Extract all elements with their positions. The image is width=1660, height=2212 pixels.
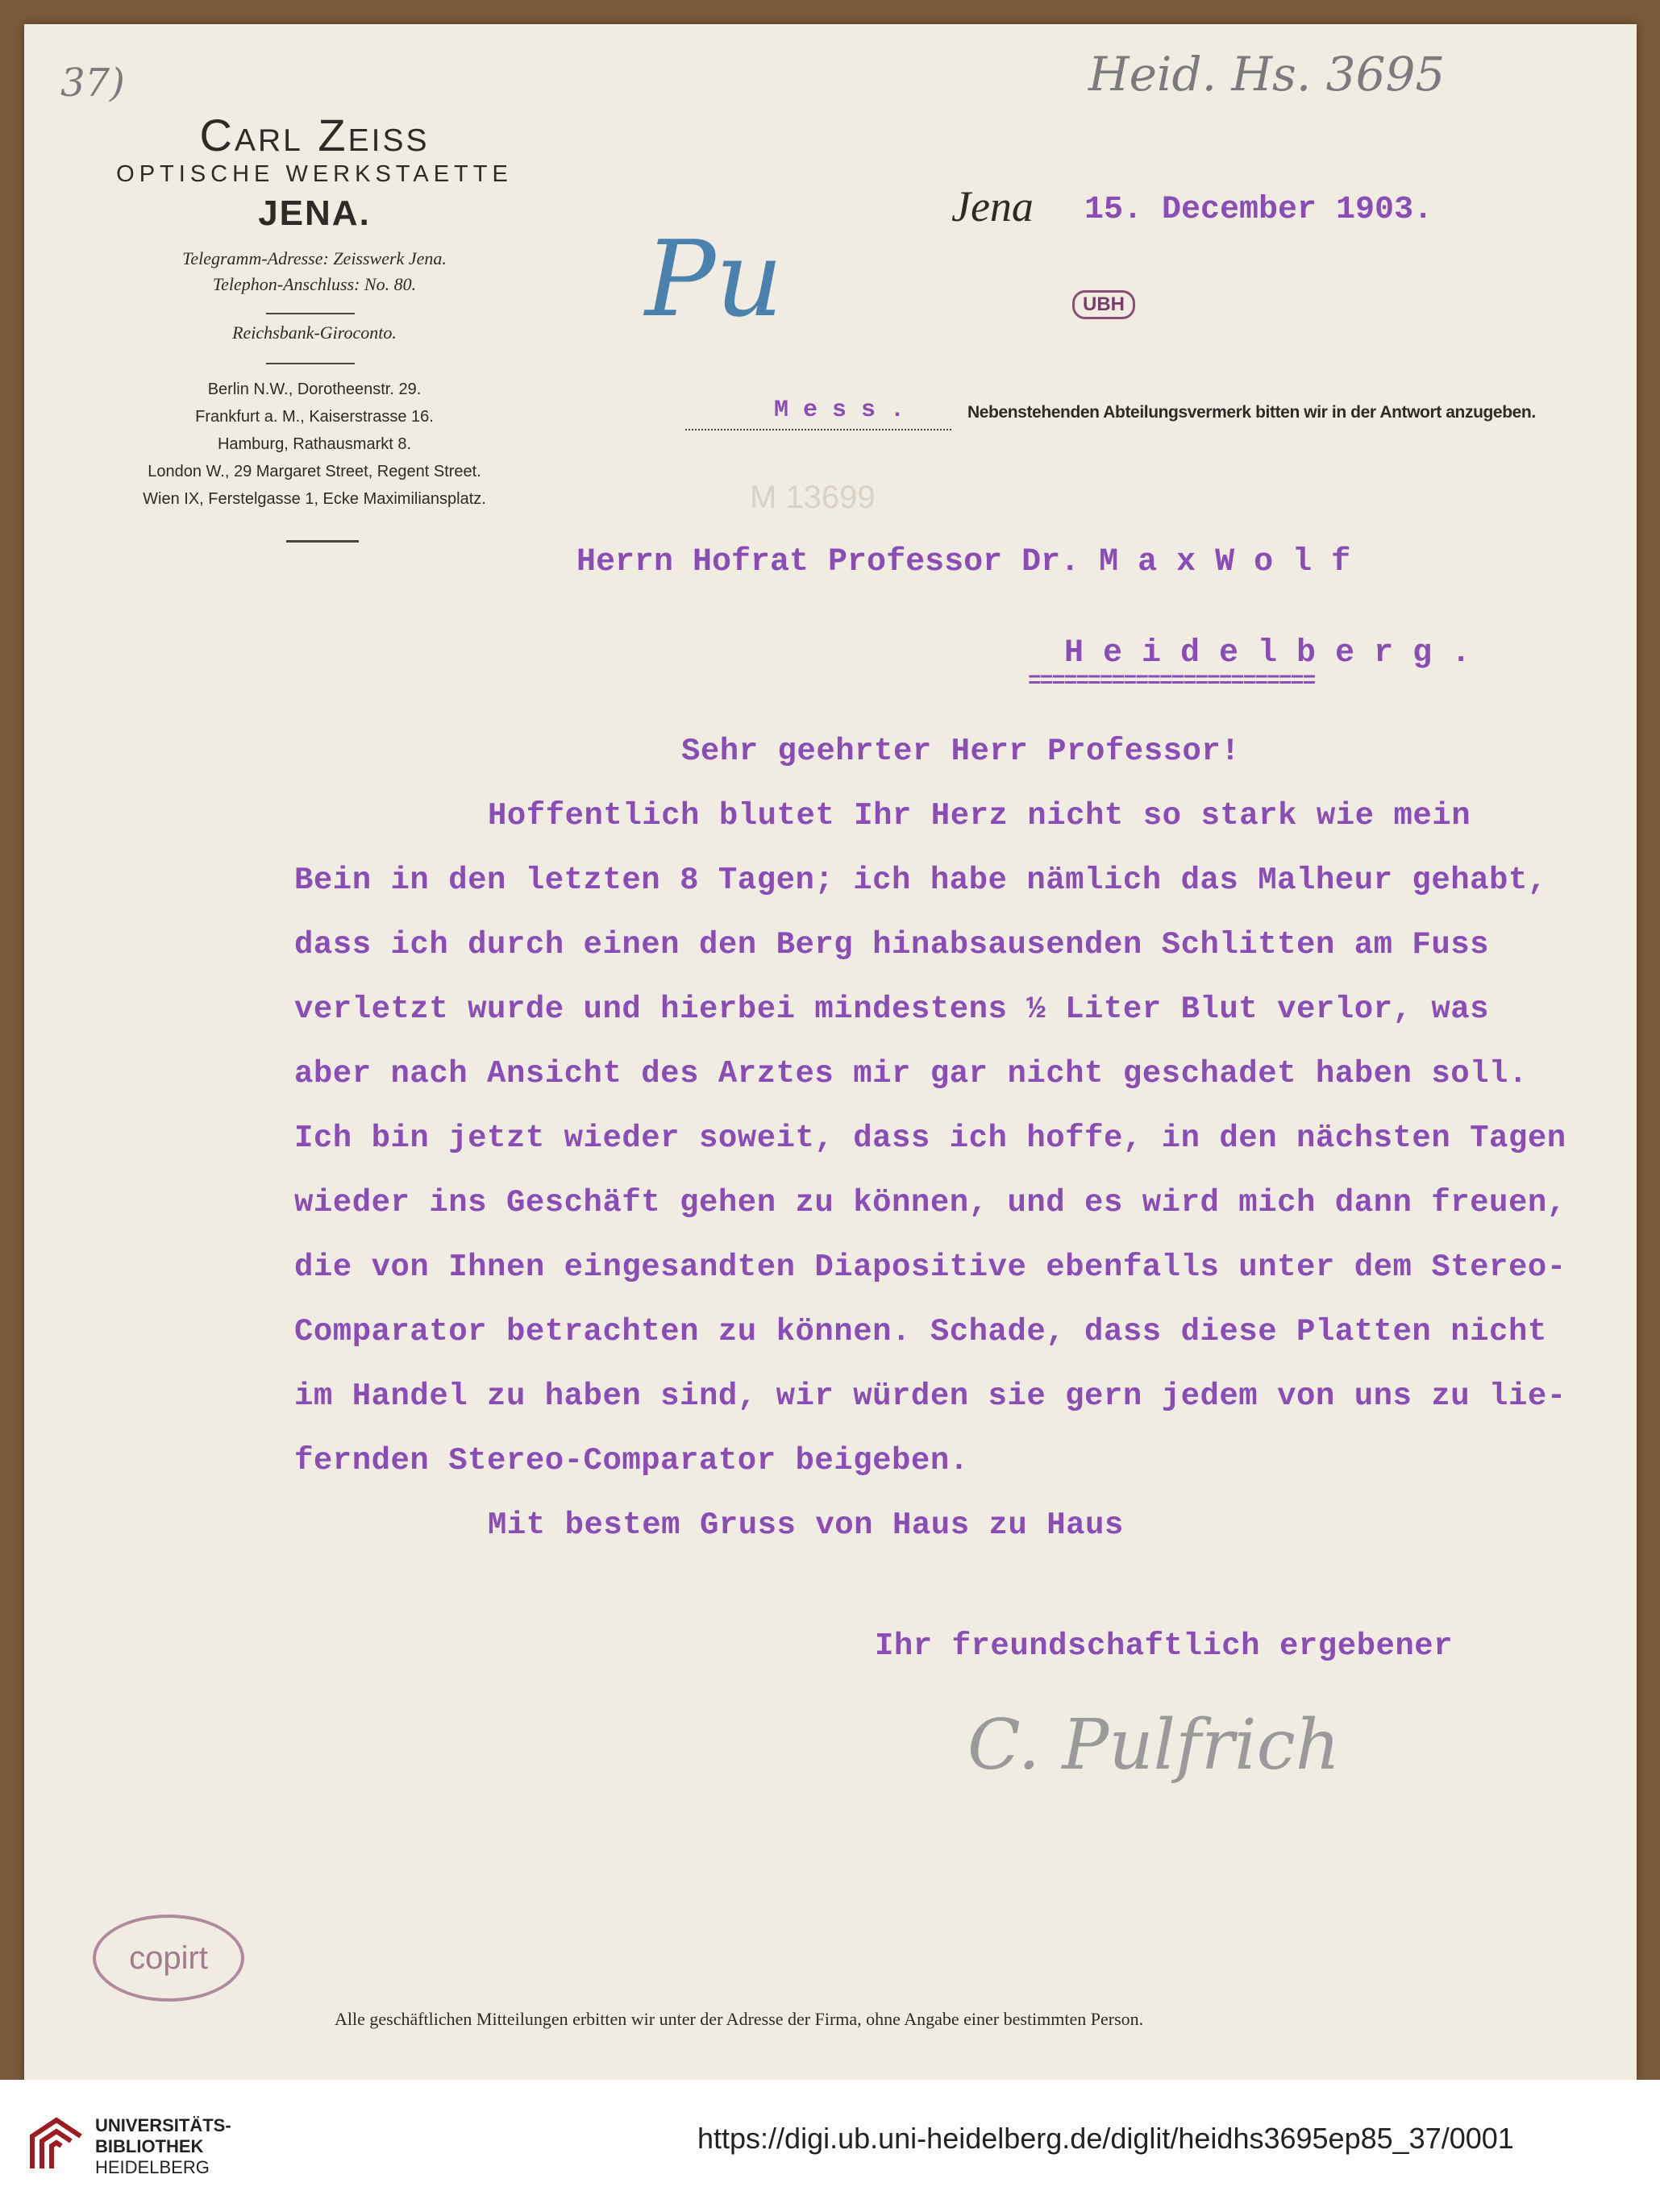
body-line: Bein in den letzten 8 Tagen; ich habe nämlich das Malheur gehabt, [294, 863, 1547, 898]
body-line: Ich bin jetzt wieder soweit, dass ich hoffe, in den nächsten Tagen [294, 1121, 1566, 1156]
telephone-number: Telephon-Anschluss: No. 80. [212, 274, 417, 294]
signature: C. Pulfrich [967, 1705, 1341, 1786]
blue-initials: Pu [645, 218, 784, 340]
department-note: Nebenstehenden Abteilungsvermerk bitten wir in der Antwort anzugeben. [967, 403, 1536, 422]
shelfmark-annotation: Heid. Hs. 3695 [1088, 47, 1446, 102]
library-footer-bar [0, 2080, 1660, 2212]
branch-wien: Wien IX, Ferstelgasse 1, Ecke Maximiliansplatz. [143, 490, 486, 508]
library-logo-icon [24, 2112, 89, 2177]
footer-note: Alle geschäftlichen Mitteilungen erbitten wir unter der Adresse der Firma, ohne Angabe einer bestimmten Person. [335, 2009, 1144, 2029]
dateline-date: 15. December 1903. [1084, 192, 1433, 228]
body-line: die von Ihnen eingesandten Diapositive ebenfalls unter dem Stereo- [294, 1249, 1566, 1285]
recipient-city: H e i d e l b e r g . [1064, 635, 1471, 672]
letterhead-ornament [286, 540, 359, 543]
ubh-stamp: UBH [1072, 290, 1135, 319]
folio-number: 37) [60, 60, 125, 106]
greeting: Mit bestem Gruss von Haus zu Haus [488, 1507, 1124, 1543]
branch-berlin: Berlin N.W., Dorotheenstr. 29. [207, 380, 422, 398]
body-line: dass ich durch einen den Berg hinabsausenden Schlitten am Fuss [294, 927, 1490, 963]
library-name-line2: BIBLIOTHEK [95, 2136, 204, 2156]
branch-hamburg: Hamburg, Rathausmarkt 8. [217, 435, 412, 453]
permalink-url[interactable]: https://digi.ub.uni-heidelberg.de/diglit/heidhs3695ep85_37/0001 [697, 2122, 1514, 2155]
letter-page [24, 24, 1637, 2080]
branch-london: London W., 29 Margaret Street, Regent Street. [148, 463, 481, 480]
branch-list [24, 376, 605, 513]
branch-frankfurt: Frankfurt a. M., Kaiserstrasse 16. [195, 408, 434, 426]
bank-account: Reichsbank-Giroconto. [232, 322, 397, 343]
body-line: Hoffentlich blutet Ihr Herz nicht so stark wie mein [488, 798, 1471, 834]
body-line: verletzt wurde und hierbei mindestens ½ Liter Blut verlor, was [294, 992, 1490, 1027]
body-line: fernden Stereo-Comparator beigeben. [294, 1443, 969, 1478]
library-name [95, 2115, 231, 2178]
closing: Ihr freundschaftlich ergebener [875, 1628, 1454, 1664]
telegram-address: Telegramm-Adresse: Zeisswerk Jena. [182, 248, 447, 268]
library-name-line1: UNIVERSITÄTS- [95, 2115, 231, 2135]
company-subtitle: OPTISCHE WERKSTAETTE [116, 161, 513, 187]
company-city: JENA. [258, 193, 371, 233]
recipient-underline: ======================== [1028, 669, 1315, 694]
recipient-name: Herrn Hofrat Professor Dr. M a x W o l f [576, 544, 1351, 580]
faint-number-stamp: M 13699 [750, 480, 876, 515]
body-line: Comparator betrachten zu können. Schade, dass diese Platten nicht [294, 1314, 1547, 1349]
body-line: im Handel zu haben sind, wir würden sie gern jedem von uns zu lie- [294, 1378, 1566, 1414]
library-name-line3: HEIDELBERG [95, 2157, 210, 2177]
copirt-stamp: copirt [93, 1915, 244, 2002]
company-name: Carl Zeiss [199, 110, 430, 160]
letterhead-divider [266, 363, 355, 364]
body-line: aber nach Ansicht des Arztes mir gar nicht geschadet haben soll. [294, 1056, 1528, 1091]
department-code: M e s s . [774, 397, 905, 424]
salutation: Sehr geehrter Herr Professor! [681, 734, 1241, 769]
letterhead-divider [266, 313, 355, 314]
body-line: wieder ins Geschäft gehen zu können, und es wird mich dann freuen, [294, 1185, 1566, 1220]
dateline-place: Jena [951, 182, 1034, 231]
